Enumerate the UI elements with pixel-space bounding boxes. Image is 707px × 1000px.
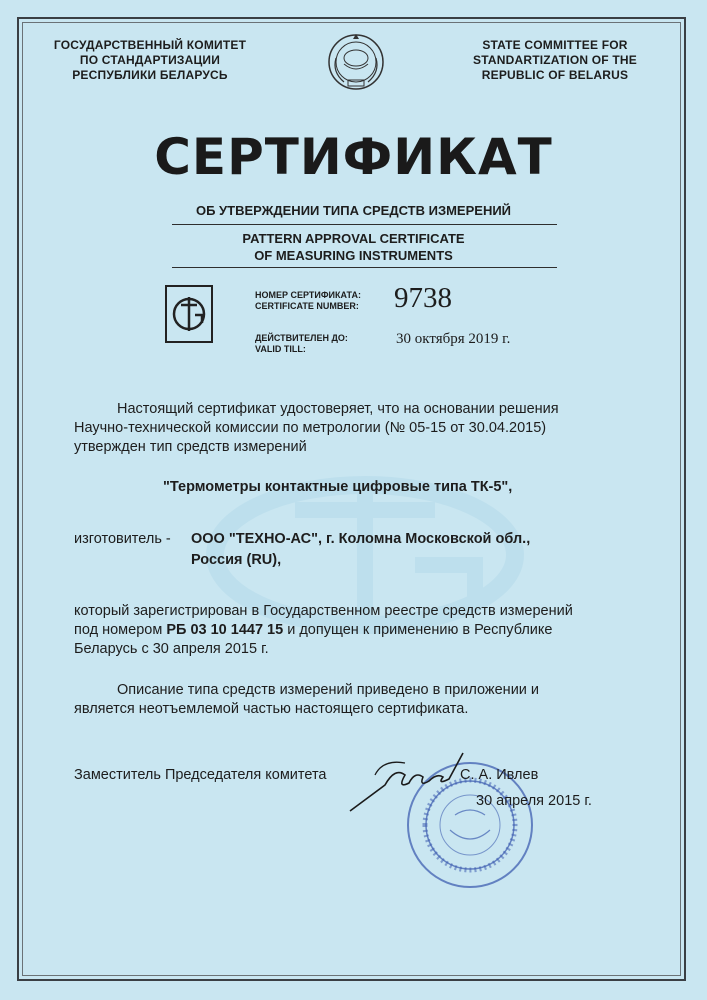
valid-till-label [255,333,348,355]
valid-till-label-en: VALID TILL: [255,344,306,354]
header-right-line-2: STANDARTIZATION OF THE [473,53,637,67]
certificate-number-label [255,290,361,312]
header-left [40,38,260,83]
registry-line-1: который зарегистрирован в Государственном реестре средств измерений [74,603,573,619]
valid-till-date: 30 октября 2019 г. [396,331,511,347]
state-emblem-icon [326,28,386,94]
description-line-1: Описание типа средств измерений приведено в приложении и [117,682,540,698]
valid-till-label-ru: ДЕЙСТВИТЕЛЕН ДО: [255,333,348,343]
body-para1-line-3: утвержден тип средств измерений [74,439,307,455]
registry-prefix: под номером [74,622,163,638]
header-left-line-2: ПО СТАНДАРТИЗАЦИИ [79,53,221,67]
rule-top [172,224,557,225]
body-para1-line-2: Научно-технической комиссии по метрологии (№ 05-15 от 30.04.2015) [74,420,547,436]
rule-bottom [172,267,557,268]
body-para1-line-1: Настоящий сертификат удостоверяет, что на основании решения [117,401,559,417]
manufacturer-label: изготовитель - [74,531,171,547]
certificate-number: 9738 [394,282,452,314]
manufacturer-line-1: ООО "ТЕХНО-АС", г. Коломна Московской обл., [191,531,531,547]
header-right-line-1: STATE COMMITTEE FOR [482,38,628,52]
handwritten-signature-icon [345,745,465,815]
registry-line-2 [74,621,552,640]
header-right-line-3: REPUBLIC OF BELARUS [481,68,629,82]
registry-number: РБ 03 10 1447 15 [166,622,284,638]
certificate-title: СЕРТИФИКАТ [154,128,553,186]
manufacturer-line-2: Россия (RU), [191,552,282,568]
gtg-logo-icon [165,285,213,343]
signatory-position: Заместитель Председателя комитета [74,767,327,783]
header-left-line-1: ГОСУДАРСТВЕННЫЙ КОМИТЕТ [53,38,247,52]
certificate-number-label-ru: НОМЕР СЕРТИФИКАТА: [255,290,361,300]
registry-suffix: и допущен к применению в Республике [287,622,553,638]
subtitle-en-line-1: PATTERN APPROVAL CERTIFICATE [242,231,465,246]
description-line-2: является неотъемлемой частью настоящего сертификата. [74,701,469,717]
signatory-name: С. А. Ивлев [460,767,539,783]
certificate-number-label-en: CERTIFICATE NUMBER: [255,301,359,311]
header-right [455,38,655,83]
signature-date: 30 апреля 2015 г. [476,793,592,809]
subtitle-ru: ОБ УТВЕРЖДЕНИИ ТИПА СРЕДСТВ ИЗМЕРЕНИЙ [195,203,512,218]
subtitle-en-line-2: OF MEASURING INSTRUMENTS [254,248,453,263]
registry-line-3: Беларусь с 30 апреля 2015 г. [74,641,269,657]
header-left-line-3: РЕСПУБЛИКИ БЕЛАРУСЬ [72,68,228,82]
instrument-name: "Термометры контактные цифровые типа ТК-5", [163,479,513,495]
